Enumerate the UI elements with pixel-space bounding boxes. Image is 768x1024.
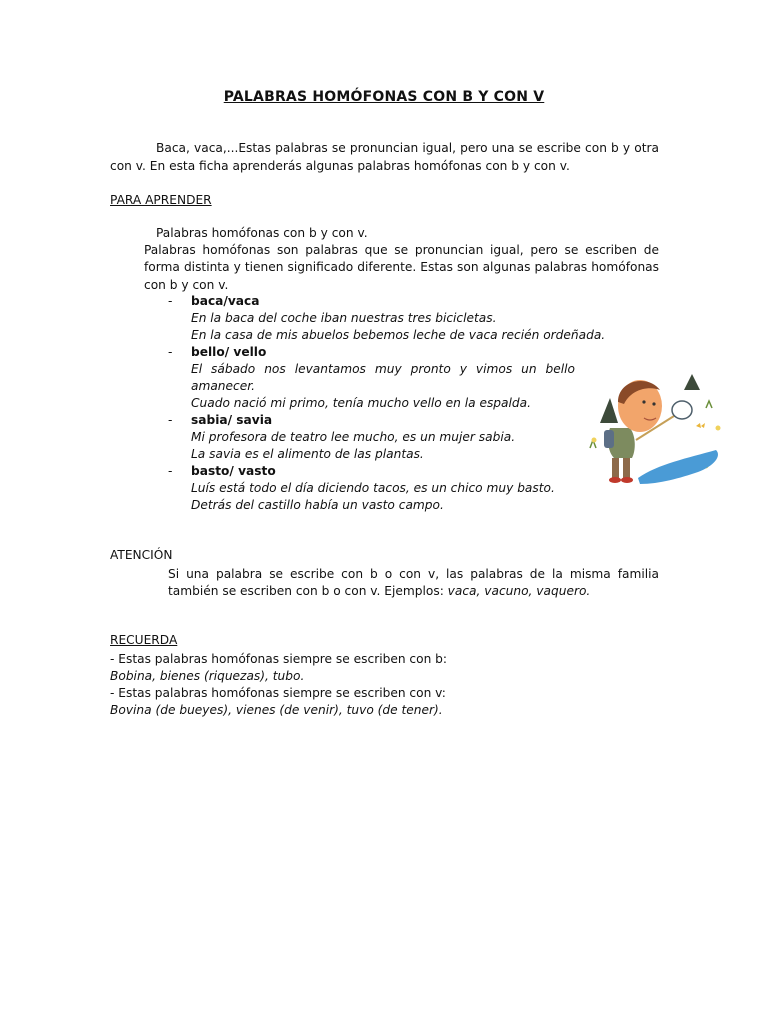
learn-heading: PARA APRENDER — [110, 193, 212, 207]
pair-words-basto-vasto: basto/ vasto — [191, 464, 276, 478]
example-line: amanecer. — [191, 379, 255, 393]
example-line: Detrás del castillo había un vasto campo. — [191, 498, 444, 512]
attention-heading: ATENCIÓN — [110, 548, 173, 562]
example-line: El sábado nos levantamos muy pronto y vimos un bello — [191, 362, 575, 376]
shoe-shape — [621, 477, 633, 483]
example-line: Luís está todo el día diciendo tacos, es un chico muy basto. — [191, 481, 555, 495]
attention-examples: vaca, vacuno, vaquero. — [447, 584, 591, 599]
net-hoop — [672, 401, 692, 419]
leg-shape — [623, 458, 630, 478]
eye-shape — [642, 400, 645, 403]
remember-line: - Estas palabras homófonas siempre se escriben con b: — [110, 652, 448, 666]
example-line: En la baca del coche iban nuestras tres bicicletas. — [191, 311, 497, 325]
intro-paragraph: Baca, vaca,...Estas palabras se pronuncian igual, pero una se escribe con b y otra con v. En esta ficha aprenderás algunas palabras homófonas con b y con v. — [110, 141, 659, 173]
remember-line: Bobina, bienes (riquezas), tubo. — [110, 669, 305, 683]
pair-words-sabia-savia: sabia/ savia — [191, 413, 273, 427]
stream-shape — [638, 450, 718, 484]
pair-dash: - — [168, 345, 173, 359]
shoe-shape — [609, 477, 621, 483]
example-line: En la casa de mis abuelos bebemos leche de vaca recién ordeñada. — [191, 328, 606, 342]
flower-shape — [716, 426, 721, 431]
page-title: PALABRAS HOMÓFONAS CON B Y CON V — [223, 89, 545, 105]
learn-subtitle: Palabras homófonas con b y con v. — [156, 226, 368, 240]
remember-line: Bovina (de bueyes), vienes (de venir), tuvo (de tener). — [110, 703, 443, 717]
butterfly-shape — [696, 423, 705, 428]
hill-shape — [684, 374, 700, 390]
remember-heading: RECUERDA — [110, 633, 178, 647]
pair-dash: - — [168, 413, 173, 427]
hill-shape — [600, 398, 618, 423]
example-line: Mi profesora de teatro lee mucho, es un mujer sabia. — [191, 430, 516, 444]
pair-words-baca-vaca: baca/vaca — [191, 294, 260, 308]
remember-line: - Estas palabras homófonas siempre se escriben con v: — [110, 686, 446, 700]
backpack-shape — [604, 430, 614, 448]
pair-dash: - — [168, 464, 173, 478]
pair-words-bello-vello: bello/ vello — [191, 345, 267, 359]
attention-paragraph — [168, 566, 659, 601]
eye-shape — [652, 402, 655, 405]
leg-shape — [612, 458, 619, 478]
example-line: Cuado nació mi primo, tenía mucho vello en la espalda. — [191, 396, 531, 410]
example-line: La savia es el alimento de las plantas. — [191, 447, 424, 461]
pair-dash: - — [168, 294, 173, 308]
learn-definition: Palabras homófonas son palabras que se pronuncian igual, pero se escriben de forma distinta y tienen significado diferente. Estas son algunas palabras homófonas con b y con v. — [144, 243, 659, 292]
flower-shape — [592, 438, 597, 443]
attention-text: Si una palabra se escribe con b o con v, las palabras de la misma familia también se escriben con b o con v. Ejemplos: — [168, 567, 659, 599]
child-with-net-illustration — [588, 368, 730, 490]
